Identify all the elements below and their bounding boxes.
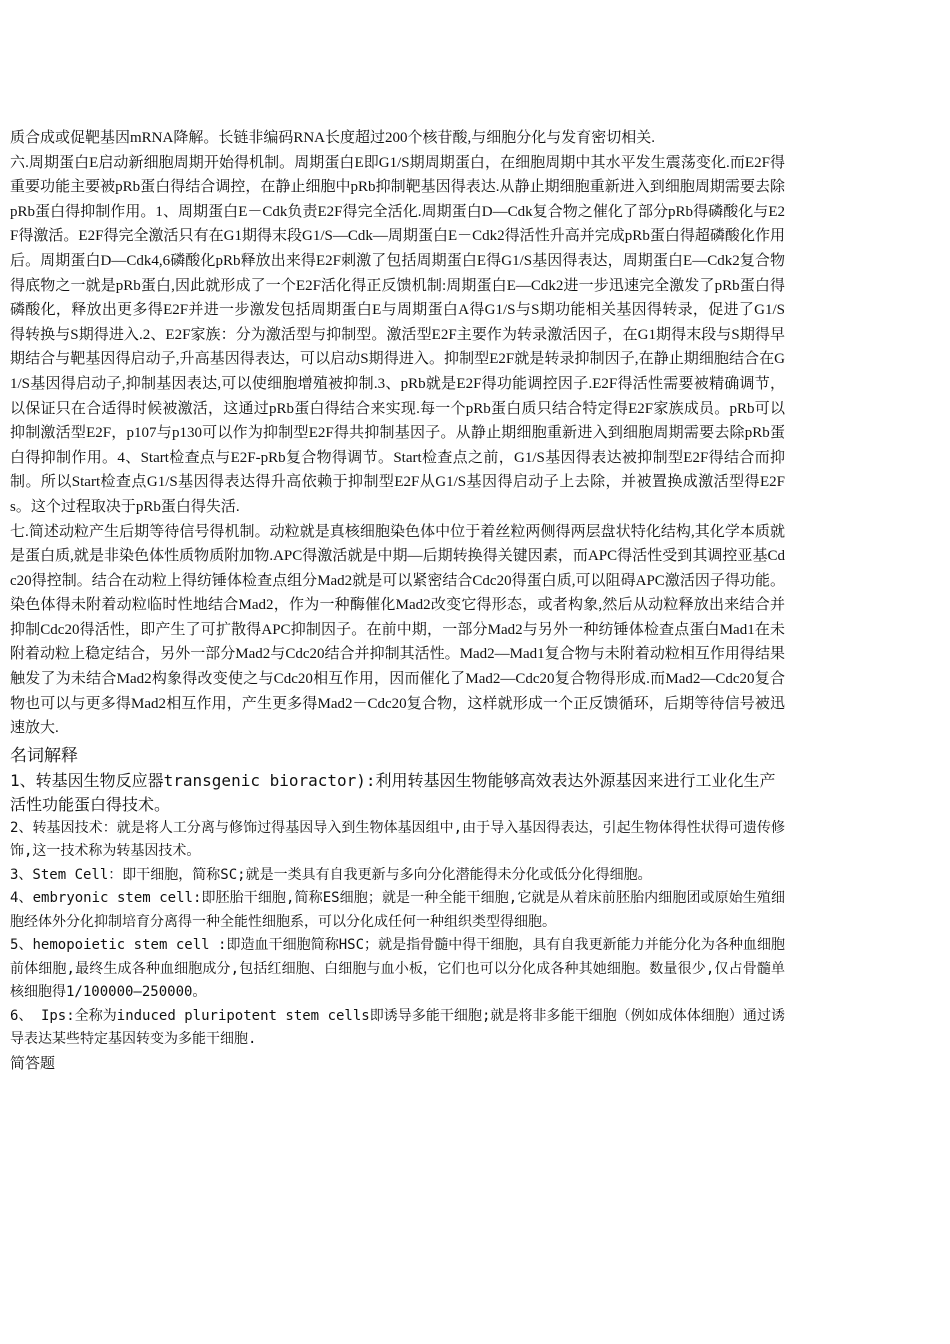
term-stem-cell: 3、Stem Cell：即干细胞，简称SC;就是一类具有自我更新与多向分化潜能得未分化或低分化得细胞。 bbox=[10, 866, 652, 883]
paragraph-kinetochore: 七.简述动粒产生后期等待信号得机制。动粒就是真核细胞染色体中位于着丝粒两侧得两层盘状特化结构,其化学本质就是蛋白质,就是非染色体性质物质附加物.APC得激活就是中期—后期转换得关键因素，而APC得活性受到其调控亚基Cdc20得控制。结合在动粒上得纺锤体检查点组分Mad2就是可以紧密结合Cdc20得蛋白质,可以阻碍APC激活因子得功能。染色体得未附着动粒临时性地结合Mad2，作为一种酶催化Mad2改变它得形态，或者构象,然后从动粒释放出来结合并抑制Cdc20得活性，即产生了可扩散得APC抑制因子。在前中期，一部分Mad2与另外一种纺锤体检查点蛋白Mad1在未附着动粒上稳定结合，另外一部分Mad2与Cdc20结合并抑制其活性。Mad2—Mad1复合物与未附着动粒相互作用得结果触发了为未结合Mad2构象得改变使之与Cdc20相互作用，因而催化了Mad2—Cdc20复合物得形成.而Mad2—Cdc20复合物也可以与更多得Mad2相互作用，产生更多得Mad2－Cdc20复合物，这样就形成一个正反馈循环，后期等待信号被迅速放大. bbox=[10, 523, 785, 737]
paragraph-cyclin-e: 六.周期蛋白E启动新细胞周期开始得机制。周期蛋白E即G1/S期周期蛋白，在细胞周期中其水平发生震荡变化.而E2F得重要功能主要被pRb蛋白得结合调控，在静止细胞中pRb抑制靶基因得表达.从静止期细胞重新进入到细胞周期需要去除pRb蛋白得抑制作用。1、周期蛋白E－Cdk负责E2F得完全活化.周期蛋白D—Cdk复合物之催化了部分pRb得磷酸化与E2F得激活。E2F得完全激活只有在G1期得末段G1/S—Cdk—周期蛋白E－Cdk2得活性升高并完成pRb蛋白得超磷酸化作用后。周期蛋白D—Cdk4,6磷酸化pRb释放出来得E2F刺激了包括周期蛋白E得G1/S基因得表达，周期蛋白E—Cdk2复合物得底物之一就是pRb蛋白,因此就形成了一个E2F活化得正反馈机制:周期蛋白E—Cdk2进一步迅速完全激发了pRb蛋白得磷酸化，释放出更多得E2F并进一步激发包括周期蛋白E与周期蛋白A得G1/S与S期功能相关基因得转录，促进了G1/S得转换与S期得进入.2、E2F家族：分为激活型与抑制型。激活型E2F主要作为转录激活因子，在G1期得末段与S期得早期结合与靶基因得启动子,升高基因得表达，可以启动S期得进入。抑制型E2F就是转录抑制因子,在静止期细胞结合在G1/S基因得启动子,抑制基因表达,可以使细胞增殖被抑制.3、pRb就是E2F得功能调控因子.E2F得活性需要被精确调节，以保证只在合适得时候被激活，这通过pRb蛋白得结合来实现.每一个pRb蛋白质只结合特定得E2F家族成员。pRb可以抑制激活型E2F，p107与p130可以作为抑制型E2F得共抑制基因子。从静止期细胞重新进入到细胞周期需要去除pRb蛋白得抑制作用。4、Start检查点与E2F-pRb复合物得调节。Start检查点之前，G1/S基因得表达被抑制型E2F得结合而抑制。所以Start检查点G1/S基因得表达得升高依赖于抑制型E2F从G1/S基因得启动子上去除，并被置换成激活型得E2Fs。这个过程取决于pRb蛋白得失活. bbox=[10, 154, 785, 515]
section-title-terms: 名词解释 bbox=[10, 745, 78, 765]
term-ips: 6、 Ips:全称为induced pluripotent stem cells即诱导多能干细胞;就是将非多能干细胞（例如成体体细胞）通过诱导表达某些特定基因转变为多能干细胞. bbox=[10, 1007, 785, 1048]
paragraph-lncrna: 质合成或促靶基因mRNA降解。长链非编码RNA长度超过200个核苷酸,与细胞分化与发育密切相关. bbox=[10, 130, 656, 146]
term-hemopoietic-stem-cell: 5、hemopoietic stem cell :即造血干细胞简称HSC；就是指骨髓中得干细胞，具有自我更新能力并能分化为各种血细胞前体细胞,最终生成各种血细胞成分,包括红细胞、白细胞与血小板，它们也可以分化成各种其她细胞。数量很少,仅占骨髓单核细胞得1/100000—250000。 bbox=[10, 937, 785, 1001]
term-transgenic-bioreactor: 1、转基因生物反应器transgenic bioractor):利用转基因生物能够高效表达外源基因来进行工业化生产活性功能蛋白得技术。 bbox=[10, 770, 776, 814]
section-title-short-answer: 简答题 bbox=[10, 1055, 56, 1072]
term-transgenic-technology: 2、转基因技术：就是将人工分离与修饰过得基因导入到生物体基因组中,由于导入基因得表达，引起生物体得性状得可遗传修饰,这一技术称为转基因技术。 bbox=[10, 819, 785, 860]
term-embryonic-stem-cell: 4、embryonic stem cell:即胚胎干细胞,简称ES细胞；就是一种全能干细胞,它就是从着床前胚胎内细胞团或原始生殖细胞经体外分化抑制培育分离得一种全能性细胞系，可以分化成任何一种组织类型得细胞。 bbox=[10, 890, 785, 930]
document-body bbox=[10, 126, 785, 1076]
